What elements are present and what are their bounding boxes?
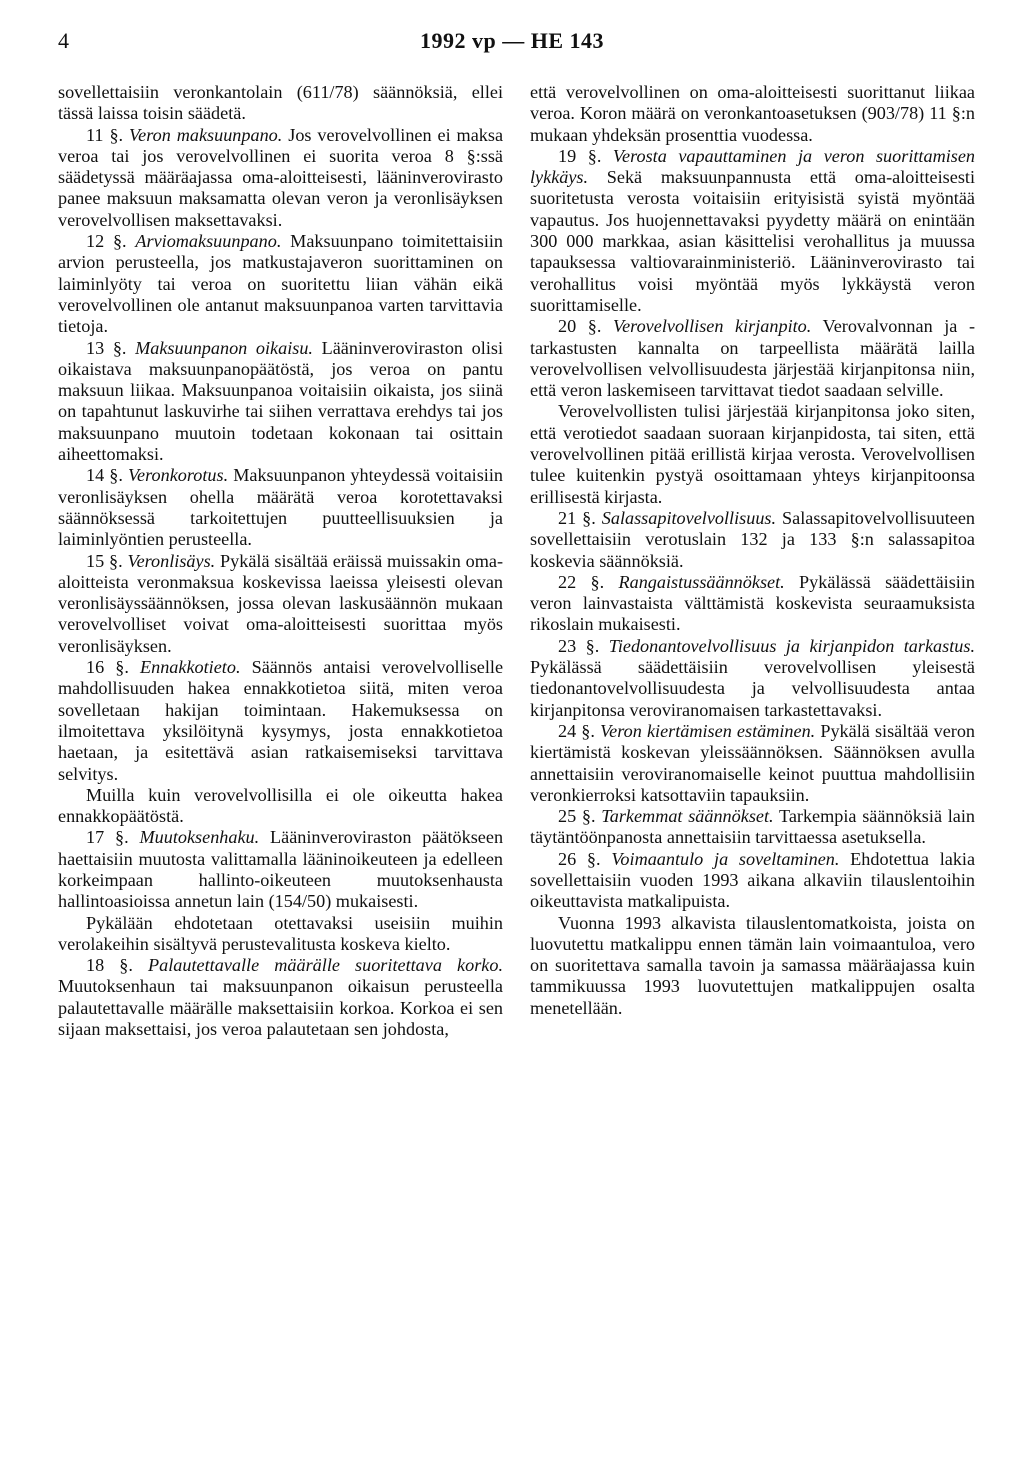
section-heading: Arviomaksuunpano. — [135, 231, 282, 252]
section-number: 21 §. — [558, 507, 596, 528]
paragraph-text: Muutoksenhaun tai maksuunpanon oikaisun perusteella palautettavalle määrälle maksettaisiin korkoa. Korkoa ei sen sijaan maksettaisi, jos veroa palautetaan sen johdosta, — [58, 976, 503, 1040]
paragraph — [530, 316, 975, 401]
page-header — [58, 14, 966, 54]
paragraph — [530, 146, 975, 316]
section-number: 26 §. — [558, 848, 601, 869]
paragraph — [58, 465, 503, 550]
paragraph — [530, 849, 975, 913]
paragraph — [530, 401, 975, 507]
paragraph-text: Verovelvollisten tulisi järjestää kirjanpitonsa joko siten, että verotiedot saadaan suoraan kirjanpidosta, tai siten, että verovelvollinen pitää erillistä kirjaa verosta. Verovelvollisen tulee kuitenkin pystyä osoittamaan yhteys kirjanpitoonsa erillisestä kirjasta. — [530, 401, 975, 507]
paragraph-text: Vuonna 1993 alkavista tilauslentomatkoista, joista on luovutettu matkalippu ennen tämän lain voimaantuloa, vero on suoritettava samalla tavoin ja samassa määräajassa kuin tammikuussa 1993 luovutettujen matkalippujen osalta menetellään. — [530, 912, 975, 1018]
section-heading: Palautettavalle määrälle suoritettava korko. — [148, 955, 503, 976]
paragraph — [58, 551, 503, 657]
paragraph-text: Sekä maksuunpannusta että oma-aloitteisesti suoritetusta verosta voitaisiin erityisistä syistä myöntää vapautus. Jos huojennettavaksi pyydetty määrä on enintään 300 000 markkaa, asian käsittelisi verohallitus ja muussa tapauksessa valtiovarainministeriö. Lääninverovirasto tai verohallitus voisi myöntää myös lykkäystä veron suorittamiselle. — [530, 167, 975, 315]
paragraph-text: sovellettaisiin veronkantolain (611/78) säännöksiä, ellei tässä laissa toisin säädetä. — [58, 82, 503, 124]
section-number: 15 §. — [86, 550, 123, 571]
paragraph — [530, 82, 975, 146]
section-heading: Verosta vapauttaminen ja veron suorittamisen lykkäys. — [530, 145, 975, 188]
section-number: 25 §. — [558, 806, 596, 827]
section-heading: Voimaantulo ja soveltaminen. — [611, 848, 840, 869]
section-number: 12 §. — [86, 231, 127, 252]
paragraph-text: Pykälässä säädettäisiin verovelvollisen yleisestä tiedonantovelvollisuudesta ja velvollisuudesta antaa kirjanpitonsa veroviranomaisen tarkastettavaksi. — [530, 657, 975, 720]
paragraph — [58, 913, 503, 956]
paragraph-text: Jos verovelvollinen ei maksa veroa tai jos verovelvollinen ei suorita veroa 8 §:ssä säädetyssä määräajassa oma-aloitteisesti, lääninverovirasto panee maksuun maksamatta olevan veron ja veronlisäyksen verovelvollisen maksettavaksi. — [58, 124, 504, 230]
section-heading: Tarkemmat säännökset. — [601, 806, 774, 827]
paragraph — [530, 508, 975, 572]
paragraph-text: Maksuunpano toimitettaisiin arvion perusteella, jos matkustajaveron suorittaminen on laiminlyöty tai veroa on suoritettu liian vähän eikä verovelvollinen ole antanut maksuunpanoa varten tarvittavia tietoja. — [58, 231, 504, 337]
paragraph — [58, 657, 503, 785]
section-heading: Muutoksenhaku. — [139, 827, 260, 848]
section-heading: Tiedonantovelvollisuus ja kirjanpidon tarkastus. — [608, 635, 975, 656]
running-head: 1992 vp — HE 143 — [419, 28, 605, 53]
section-heading: Salassapitovelvollisuus. — [601, 507, 777, 528]
paragraph — [58, 955, 503, 1040]
paragraph — [58, 125, 503, 231]
paragraph-text: Muilla kuin verovelvollisilla ei ole oikeutta hakea ennakkopäätöstä. — [58, 784, 503, 827]
left-column — [58, 82, 503, 1040]
paragraph-text: Verovalvonnan ja -tarkastusten kannalta on tarpeellista määrätä lailla verovelvollisen velvollisuudesta järjestää kirjanpitonsa niin, että veron laskemiseen tarvittavat tiedot saadaan selville. — [530, 316, 976, 401]
paragraph — [58, 338, 503, 466]
paragraph — [530, 636, 975, 721]
paragraph-text: että verovelvollinen on oma-aloitteisesti suorittanut liikaa veroa. Koron määrä on veronkantoasetuksen (903/78) 11 §:n mukaan yhdeksän prosenttia vuodessa. — [530, 82, 975, 145]
section-number: 20 §. — [558, 316, 602, 337]
section-number: 17 §. — [86, 827, 129, 848]
section-number: 22 §. — [558, 571, 605, 592]
section-number: 14 §. — [86, 465, 123, 486]
paragraph-text: Salassapitovelvollisuuteen sovellettaisiin verotuslain 132 ja 133 §:n salassapitoa koskevia säännöksiä. — [530, 507, 975, 571]
paragraph — [530, 572, 975, 636]
paragraph-text: Lääninveroviraston olisi oikaistava maksuunpanopäätöstä, jos veroa on pantu maksuun liikaa. Maksuunpanoa voitaisiin oikaista, jos siinä on tapahtunut laskuvirhe tai siihen verrattava erehdys tai jos maksuunpano muutoin todetaan kokonaan tai osittain aiheettomaksi. — [58, 337, 503, 465]
right-column — [530, 82, 975, 1019]
section-number: 18 §. — [86, 955, 133, 976]
paragraph — [58, 827, 503, 912]
section-number: 19 §. — [558, 145, 602, 166]
paragraph — [530, 806, 975, 849]
section-heading: Veron maksuunpano. — [129, 124, 283, 145]
document-body — [58, 82, 976, 1452]
section-heading: Rangaistussäännökset. — [618, 571, 785, 592]
section-number: 24 §. — [558, 720, 595, 741]
paragraph-text: Maksuunpanon yhteydessä voitaisiin veronlisäyksen ohella määrätä veroa korotettavaksi säännöksessä tarkoitettujen puutteellisuuksien ja laiminlyöntien perusteella. — [58, 465, 503, 550]
paragraph-text: Pykälään ehdotetaan otettavaksi useisiin muihin verolakeihin sisältyvä perustevalitusta koskeva kielto. — [58, 912, 503, 954]
section-heading: Veron kiertämisen estäminen. — [600, 720, 816, 741]
section-number: 13 §. — [86, 337, 127, 358]
section-number: 11 §. — [86, 124, 124, 145]
section-heading: Ennakkotieto. — [139, 657, 241, 678]
paragraph — [58, 82, 503, 125]
paragraph-text: Pykälä sisältää veron kiertämistä koskevan yleissäännöksen. Säännöksen avulla annettaisiin veroviranomaiselle keinot puuttua mahdollisiin veronkierroksi katsottaviin tapauksiin. — [530, 720, 976, 805]
paragraph-text: Lääninveroviraston päätökseen haettaisiin muutosta valittamalla lääninoikeuteen ja edelleen korkeimpaan hallinto-oikeuteen muutoksenhausta hallintoasioissa annetun lain (154/50) mukaisesti. — [58, 827, 504, 912]
paragraph — [530, 913, 975, 1019]
section-heading: Verovelvollisen kirjanpito. — [613, 316, 812, 337]
section-heading: Veronlisäys. — [127, 550, 216, 571]
paragraph — [530, 721, 975, 806]
paragraph-text: Tarkempia säännöksiä lain täytäntöönpanosta annettaisiin tarvittaessa asetuksella. — [530, 806, 976, 848]
section-heading: Maksuunpanon oikaisu. — [135, 337, 313, 358]
paragraph-text: Ehdotettua lakia sovellettaisiin vuoden 1993 aikana alkaviin tilauslentoihin oikeuttavista matkalipuista. — [530, 848, 976, 912]
paragraph — [58, 785, 503, 828]
paragraph-text: Pykälässä säädettäisiin veron lainvastaista välttämistä koskevista seuraamuksista rikoslain mukaisesti. — [530, 571, 975, 635]
paragraph-text: Säännös antaisi verovelvolliselle mahdollisuuden hakea ennakkotietoa siitä, miten veroa sovelletaan hakijan toimintaan. Hakemuksessa on ilmoitettava yksilöitynä kysymys, josta ennakkotietoa haetaan, ja esitettävä asian ratkaisemiseksi tarvittava selvitys. — [58, 657, 504, 784]
page-number: 4 — [58, 28, 69, 53]
section-heading: Veronkorotus. — [127, 465, 229, 486]
section-number: 23 §. — [558, 635, 600, 656]
paragraph-text: Pykälä sisältää eräissä muissakin oma-aloitteista veronmaksua koskevissa laeissa yleisesti olevan veronlisäyssäännöksen, jossa olevan laskusäännön mukaan verovelvolliset voivat oma-aloitteisesti suorittaa myös veronlisäyksen. — [58, 550, 503, 656]
section-number: 16 §. — [86, 657, 129, 678]
paragraph — [58, 231, 503, 337]
